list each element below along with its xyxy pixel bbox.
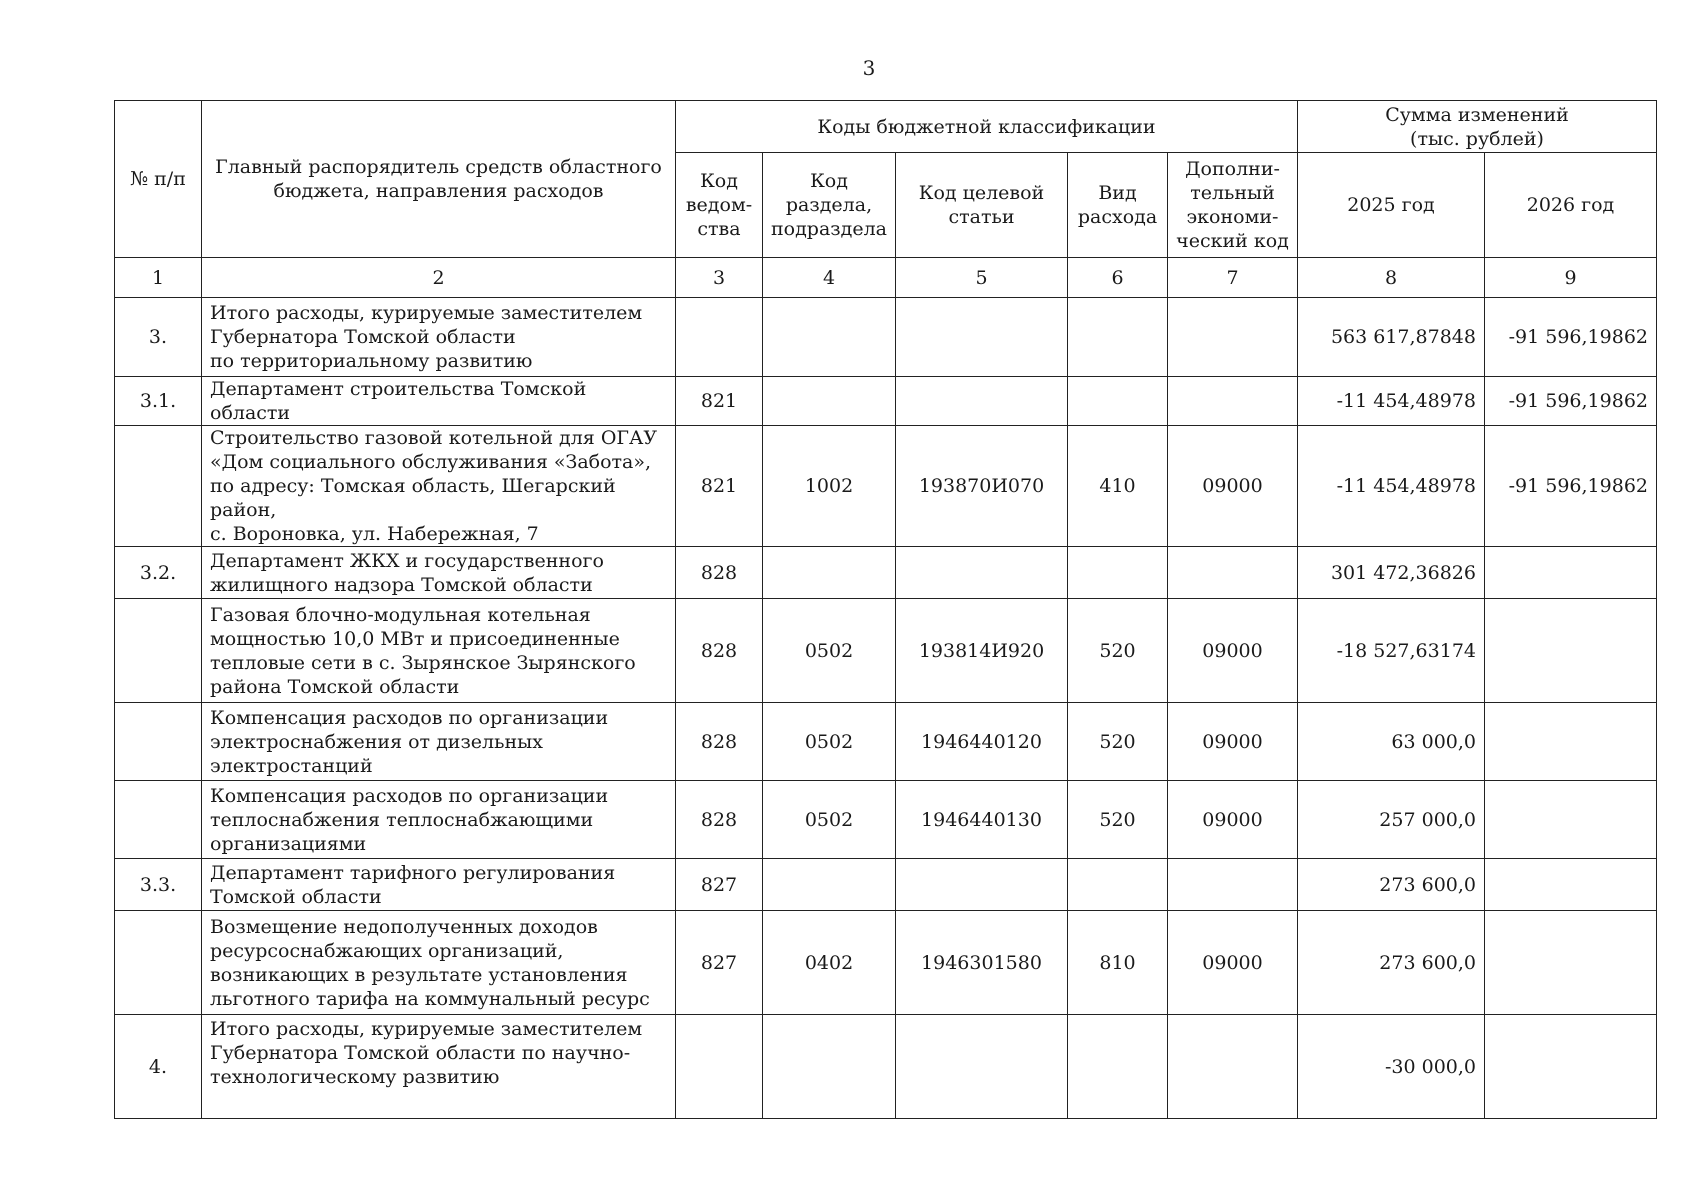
header-expense-kind: Вид расхода xyxy=(1068,153,1168,258)
table-row xyxy=(115,599,1657,703)
row-expense-kind xyxy=(1068,1015,1168,1119)
row-sum-2026 xyxy=(1485,703,1657,781)
row-sum-2025: -11 454,48978 xyxy=(1298,426,1485,547)
row-target-code xyxy=(896,298,1068,377)
row-sum-2026: -91 596,19862 xyxy=(1485,377,1657,426)
table-row xyxy=(115,911,1657,1015)
row-extra-code xyxy=(1168,859,1298,911)
row-target-code: 1946440130 xyxy=(896,781,1068,859)
row-sum-2025: 301 472,36826 xyxy=(1298,547,1485,599)
row-target-code xyxy=(896,859,1068,911)
row-dept-code: 828 xyxy=(676,703,763,781)
row-target-code xyxy=(896,547,1068,599)
row-sum-2026 xyxy=(1485,547,1657,599)
row-sum-2025: 63 000,0 xyxy=(1298,703,1485,781)
row-sum-2025: -30 000,0 xyxy=(1298,1015,1485,1119)
row-sum-2025: 563 617,87848 xyxy=(1298,298,1485,377)
row-number xyxy=(115,426,202,547)
row-section-code xyxy=(763,1015,896,1119)
row-section-code: 0502 xyxy=(763,599,896,703)
header-budget-codes-group: Коды бюджетной классификации xyxy=(676,101,1298,153)
row-expense-kind: 520 xyxy=(1068,781,1168,859)
row-section-code xyxy=(763,547,896,599)
row-name: Итого расходы, курируемые заместителем Губернатора Томской области по научно- технологическому развитию xyxy=(202,1015,676,1119)
page-number: 3 xyxy=(862,56,876,80)
row-target-code: 1946301580 xyxy=(896,911,1068,1015)
table-row xyxy=(115,1015,1657,1119)
row-sum-2025: 273 600,0 xyxy=(1298,911,1485,1015)
row-target-code: 193814И920 xyxy=(896,599,1068,703)
row-name: Компенсация расходов по организации электроснабжения от дизельных электростанций xyxy=(202,703,676,781)
row-name: Департамент тарифного регулирования Томской области xyxy=(202,859,676,911)
row-number xyxy=(115,911,202,1015)
row-expense-kind: 410 xyxy=(1068,426,1168,547)
row-section-code xyxy=(763,859,896,911)
row-extra-code: 09000 xyxy=(1168,599,1298,703)
row-expense-kind xyxy=(1068,377,1168,426)
row-sum-2025: 273 600,0 xyxy=(1298,859,1485,911)
row-section-code: 0502 xyxy=(763,781,896,859)
column-number: 3 xyxy=(676,258,763,298)
row-name: Возмещение недополученных доходов ресурсоснабжающих организаций, возникающих в результате установления льготного тарифа на коммунальный ресурс xyxy=(202,911,676,1015)
budget-changes-table xyxy=(114,100,1657,1119)
row-section-code xyxy=(763,298,896,377)
row-dept-code: 828 xyxy=(676,599,763,703)
row-target-code: 193870И070 xyxy=(896,426,1068,547)
row-extra-code: 09000 xyxy=(1168,426,1298,547)
row-dept-code: 828 xyxy=(676,547,763,599)
header-number: № п/п xyxy=(115,101,202,258)
row-sum-2026 xyxy=(1485,599,1657,703)
column-number: 7 xyxy=(1168,258,1298,298)
table-row xyxy=(115,547,1657,599)
row-name: Итого расходы, курируемые заместителем Губернатора Томской области по территориальному развитию xyxy=(202,298,676,377)
row-extra-code xyxy=(1168,298,1298,377)
table-row xyxy=(115,781,1657,859)
row-sum-2026: -91 596,19862 xyxy=(1485,298,1657,377)
header-year-2025: 2025 год xyxy=(1298,153,1485,258)
column-number: 6 xyxy=(1068,258,1168,298)
row-section-code: 1002 xyxy=(763,426,896,547)
header-dept-code: Код ведом- ства xyxy=(676,153,763,258)
row-extra-code: 09000 xyxy=(1168,703,1298,781)
header-extra-code: Дополни- тельный экономи- ческий код xyxy=(1168,153,1298,258)
column-number: 8 xyxy=(1298,258,1485,298)
row-number: 3.2. xyxy=(115,547,202,599)
row-sum-2025: -18 527,63174 xyxy=(1298,599,1485,703)
column-number: 1 xyxy=(115,258,202,298)
row-sum-2026: -91 596,19862 xyxy=(1485,426,1657,547)
row-extra-code: 09000 xyxy=(1168,781,1298,859)
row-dept-code: 821 xyxy=(676,426,763,547)
table-row xyxy=(115,859,1657,911)
header-section-code: Код раздела, подраздела xyxy=(763,153,896,258)
header-recipient-name: Главный распорядитель средств областного бюджета, направления расходов xyxy=(202,101,676,258)
row-section-code: 0402 xyxy=(763,911,896,1015)
row-name: Газовая блочно-модульная котельная мощностью 10,0 МВт и присоединенные тепловые сети в с. Зырянское Зырянского района Томской области xyxy=(202,599,676,703)
row-sum-2026 xyxy=(1485,1015,1657,1119)
table-row xyxy=(115,426,1657,547)
row-sum-2026 xyxy=(1485,859,1657,911)
row-expense-kind: 520 xyxy=(1068,599,1168,703)
row-dept-code: 827 xyxy=(676,911,763,1015)
header-year-2026: 2026 год xyxy=(1485,153,1657,258)
row-sum-2026 xyxy=(1485,911,1657,1015)
row-name: Департамент строительства Томской области xyxy=(202,377,676,426)
row-number xyxy=(115,781,202,859)
row-number: 3.1. xyxy=(115,377,202,426)
column-number: 9 xyxy=(1485,258,1657,298)
header-target-code: Код целевой статьи xyxy=(896,153,1068,258)
row-number xyxy=(115,703,202,781)
table-row xyxy=(115,377,1657,426)
row-name: Строительство газовой котельной для ОГАУ «Дом социального обслуживания «Забота», по адресу: Томская область, Шегарский район, с. Вороновка, ул. Набережная, 7 xyxy=(202,426,676,547)
row-section-code: 0502 xyxy=(763,703,896,781)
table-row xyxy=(115,298,1657,377)
row-sum-2025: -11 454,48978 xyxy=(1298,377,1485,426)
row-dept-code xyxy=(676,298,763,377)
row-name: Департамент ЖКХ и государственного жилищного надзора Томской области xyxy=(202,547,676,599)
row-expense-kind xyxy=(1068,298,1168,377)
column-number: 2 xyxy=(202,258,676,298)
header-sum-changes-group: Сумма изменений (тыс. рублей) xyxy=(1298,101,1657,153)
row-extra-code xyxy=(1168,1015,1298,1119)
row-expense-kind: 810 xyxy=(1068,911,1168,1015)
column-number: 4 xyxy=(763,258,896,298)
row-sum-2025: 257 000,0 xyxy=(1298,781,1485,859)
row-dept-code xyxy=(676,1015,763,1119)
row-name: Компенсация расходов по организации теплоснабжения теплоснабжающими организациями xyxy=(202,781,676,859)
row-extra-code xyxy=(1168,547,1298,599)
row-sum-2026 xyxy=(1485,781,1657,859)
table-row xyxy=(115,703,1657,781)
row-extra-code xyxy=(1168,377,1298,426)
row-section-code xyxy=(763,377,896,426)
row-target-code xyxy=(896,1015,1068,1119)
row-number xyxy=(115,599,202,703)
row-expense-kind xyxy=(1068,547,1168,599)
row-target-code: 1946440120 xyxy=(896,703,1068,781)
row-number: 4. xyxy=(115,1015,202,1119)
row-number: 3. xyxy=(115,298,202,377)
row-extra-code: 09000 xyxy=(1168,911,1298,1015)
row-expense-kind xyxy=(1068,859,1168,911)
row-dept-code: 828 xyxy=(676,781,763,859)
row-dept-code: 821 xyxy=(676,377,763,426)
row-target-code xyxy=(896,377,1068,426)
column-numbers-row xyxy=(115,258,1657,298)
row-number: 3.3. xyxy=(115,859,202,911)
row-dept-code: 827 xyxy=(676,859,763,911)
column-number: 5 xyxy=(896,258,1068,298)
row-expense-kind: 520 xyxy=(1068,703,1168,781)
